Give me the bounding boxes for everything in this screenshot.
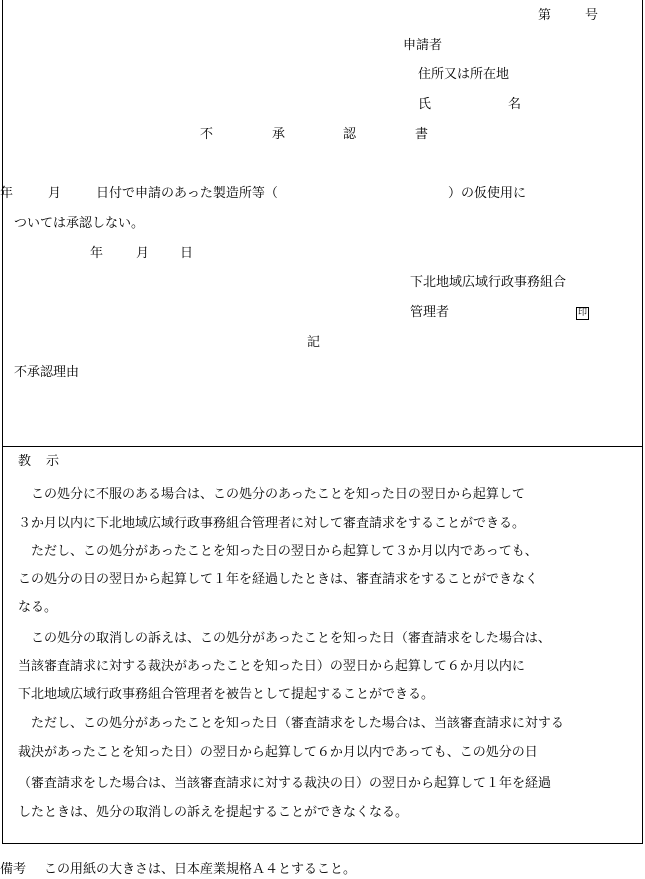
notice-line: なる。 [18,600,58,615]
applicant-label: 申請者 [403,38,443,53]
line2: ついては承認しない。 [14,216,145,231]
name-mei: 名 [508,97,522,112]
line1-end: ）の仮使用に [448,186,527,201]
notice-line: したときは、処分の取消しの訴えを提起することができなくなる。 [18,805,409,820]
notice-line: ただし、この処分があったことを知った日の翌日から起算して３か月以内であっても、 [18,544,538,559]
notice-title-1: 教 [18,454,32,469]
date-nen: 年 [90,246,104,261]
address-label: 住所又は所在地 [418,67,510,82]
notice-line: （審査請求をした場合は、当該審査請求に対する裁決の日）の翌日から起算して１年を経過 [18,776,552,791]
number-dai: 第 [538,8,552,23]
notice-line: ３か月以内に下北地域広域行政事務組合管理者に対して審査請求をすることができる。 [18,516,526,531]
title-char-1: 不 [200,127,214,142]
org-name: 下北地域広域行政事務組合 [410,275,567,290]
notice-line: この処分に不服のある場合は、この処分のあったことを知った日の翌日から起算して [18,487,525,502]
notice-line: この処分の取消しの訴えは、この処分があったことを知った日（審査請求をした場合は、 [18,631,551,646]
notice-line: 下北地域広域行政事務組合管理者を被告として提起することができる。 [18,687,435,702]
line1-tsuki: 月 [48,186,62,201]
notice-line: 当該審査請求に対する裁決があったことを知った日）の翌日から起算して６か月以内に [18,659,525,674]
ki-mark: 記 [307,335,321,350]
line1-rest: 日付で申請のあった製造所等（ [96,186,278,201]
reason-label: 不承認理由 [14,365,80,380]
notice-line: この処分の日の翌日から起算して１年を経過したときは、審査請求をすることができなく [18,572,539,587]
manager-label: 管理者 [410,305,450,320]
notice-line: ただし、この処分があったことを知った日（審査請求をした場合は、当該審査請求に対する [18,716,564,731]
notice-title-2: 示 [46,454,60,469]
title-char-3: 認 [343,127,357,142]
number-go: 号 [585,8,599,23]
title-char-4: 書 [415,127,429,142]
date-tsuki: 月 [136,246,150,261]
seal-mark: 印 [577,308,587,318]
date-hi: 日 [180,246,194,261]
notice-line: 裁決があったことを知った日）の翌日から起算して６か月以内であっても、この処分の日 [18,745,538,760]
remark-label: 備考 [0,862,27,877]
title-char-2: 承 [272,127,286,142]
remark-text: この用紙の大きさは、日本産業規格Ａ４とすること。 [44,862,357,877]
name-shi: 氏 [418,97,432,112]
line1-nen: 年 [0,186,14,201]
